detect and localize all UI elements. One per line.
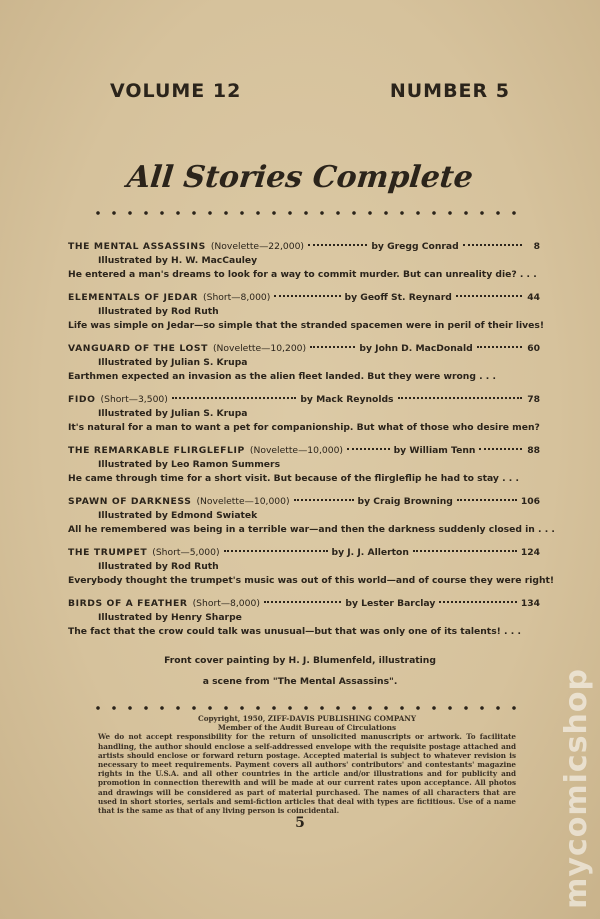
story-page: 88	[527, 445, 540, 456]
dotted-divider	[90, 706, 520, 710]
story-illustrator: Illustrated by Henry Sharpe	[98, 612, 242, 623]
dot-leader	[294, 499, 354, 501]
copyright-body: We do not accept responsibility for the return of unsolicited manuscripts or artwork. To facilitate handling, the author should enclose a self-addressed envelope with the requisite postage attached and artists should enclose or forward return postage. Accepted material is subject to whatever revision is necessary to meet requirements. Payment covers all authors' contributors' and contestants' magazine rights in the U.S.A. and all other countries in the article and/or illustrations and for publicity and promotion in connection therewith and will be made at our current rates upon acceptance. All photos and drawings will be considered as part of material purchased. The names of all characters that are used in short stories, serials and semi-fiction articles that deal with types are fictitious. Use of a name that is the same as that of any living person is coincidental.	[98, 732, 516, 816]
story-description: Life was simple on Jedar—so simple that the stranded spacemen were in peril of their lives!	[68, 320, 545, 331]
story-description: All he remembered was being in a terrible war—and then the darkness suddenly closed in . . .	[68, 524, 555, 535]
dot-leader	[347, 448, 390, 450]
story-length: (Short—8,000)	[192, 598, 260, 609]
dot-leader	[264, 601, 342, 603]
story-entry	[68, 291, 545, 342]
story-page: 78	[527, 394, 540, 405]
dot-leader	[310, 346, 355, 348]
story-illustrator: Illustrated by Julian S. Krupa	[98, 408, 248, 419]
story-length: (Novelette—10,000)	[196, 496, 290, 507]
story-description: The fact that the crow could talk was unusual—but that was only one of its talents! . . .	[68, 626, 521, 637]
story-title-line	[68, 597, 540, 611]
story-title: THE REMARKABLE FLIRGLEFLIP	[68, 445, 245, 456]
story-title: FIDO	[68, 394, 96, 405]
story-title-line	[68, 393, 540, 407]
story-title: THE TRUMPET	[68, 547, 148, 558]
story-length: (Novelette—10,200)	[212, 343, 307, 354]
audit-bureau-line: Member of the Audit Bureau of Circulations	[217, 723, 397, 733]
story-description: Everybody thought the trumpet's music was out of this world—and of course they were right!	[68, 575, 555, 586]
story-title-line	[68, 495, 540, 509]
dot-leader	[477, 346, 522, 348]
cover-credit-line-2: a scene from "The Mental Assassins".	[202, 676, 398, 687]
story-title-line	[68, 240, 540, 254]
story-author: by J. J. Allerton	[331, 547, 409, 558]
page-number: 5	[295, 815, 305, 831]
story-description: He came through time for a short visit. But because of the flirgleflip he had to stay . . .	[68, 473, 519, 484]
story-length: (Novelette—22,000)	[210, 241, 304, 252]
dot-leader	[457, 499, 517, 501]
issue-number-label: NUMBER 5	[389, 80, 510, 102]
dot-leader	[274, 295, 340, 297]
dot-leader	[413, 550, 517, 552]
dot-leader	[479, 448, 522, 450]
story-entry	[68, 546, 555, 597]
watermark: mycomicshop	[559, 668, 594, 909]
story-entry	[68, 444, 540, 495]
story-page: 60	[527, 343, 540, 354]
story-author: by Geoff St. Reynard	[344, 292, 452, 303]
story-page: 8	[533, 241, 541, 252]
copyright-line: Copyright, 1950, ZIFF-DAVIS PUBLISHING COMPANY	[197, 714, 417, 723]
story-author: by Mack Reynolds	[300, 394, 394, 405]
story-page: 124	[520, 547, 540, 558]
story-description: He entered a man's dreams to look for a way to commit murder. But can unreality die? . . .	[68, 269, 537, 280]
story-title: VANGUARD OF THE LOST	[68, 343, 208, 354]
story-author: by William Tenn	[393, 445, 476, 456]
story-title: SPAWN OF DARKNESS	[68, 496, 192, 507]
dot-leader	[172, 397, 296, 399]
story-illustrator: Illustrated by Edmond Swiatek	[98, 510, 258, 521]
story-description: Earthmen expected an invasion as the alien fleet landed. But they were wrong . . .	[68, 371, 496, 382]
story-list	[68, 240, 555, 648]
story-entry	[68, 342, 540, 393]
story-length: (Short—5,000)	[152, 547, 220, 558]
story-title: BIRDS OF A FEATHER	[68, 598, 188, 609]
story-illustrator: Illustrated by Julian S. Krupa	[98, 357, 248, 368]
story-illustrator: Illustrated by Rod Ruth	[98, 561, 219, 572]
story-length: (Novelette—10,000)	[249, 445, 344, 456]
story-title-line	[68, 546, 540, 560]
story-title-line	[68, 444, 540, 458]
story-length: (Short—3,500)	[100, 394, 168, 405]
story-illustrator: Illustrated by H. W. MacCauley	[98, 255, 258, 266]
story-page: 106	[520, 496, 540, 507]
story-author: by John D. MacDonald	[359, 343, 473, 354]
copyright-notice	[98, 714, 516, 815]
story-author: by Craig Browning	[357, 496, 453, 507]
story-entry	[68, 240, 540, 291]
story-entry	[68, 495, 555, 546]
story-page: 134	[520, 598, 541, 609]
story-author: by Lester Barclay	[345, 598, 436, 609]
story-length: (Short—8,000)	[203, 292, 271, 303]
dot-leader	[463, 244, 522, 246]
cover-credit-line-1: Front cover painting by H. J. Blumenfeld, illustrating	[164, 655, 436, 666]
dot-leader	[439, 601, 517, 603]
story-illustrator: Illustrated by Rod Ruth	[98, 306, 219, 317]
story-description: It's natural for a man to want a pet for companionship. But what of those who desire men?	[68, 422, 540, 433]
story-title: THE MENTAL ASSASSINS	[68, 241, 206, 252]
page-title: All Stories Complete	[125, 160, 475, 195]
story-title-line	[68, 342, 540, 356]
dot-leader	[398, 397, 522, 399]
story-author: by Gregg Conrad	[371, 241, 459, 252]
story-entry	[68, 393, 540, 444]
dot-leader	[224, 550, 328, 552]
dotted-divider	[90, 211, 520, 215]
volume-label: VOLUME 12	[110, 80, 242, 102]
story-title: ELEMENTALS OF JEDAR	[68, 292, 199, 303]
story-page: 44	[527, 292, 540, 303]
dot-leader	[456, 295, 522, 297]
story-title-line	[68, 291, 540, 305]
story-entry	[68, 597, 540, 648]
dot-leader	[308, 244, 367, 246]
story-illustrator: Illustrated by Leo Ramon Summers	[98, 459, 281, 470]
